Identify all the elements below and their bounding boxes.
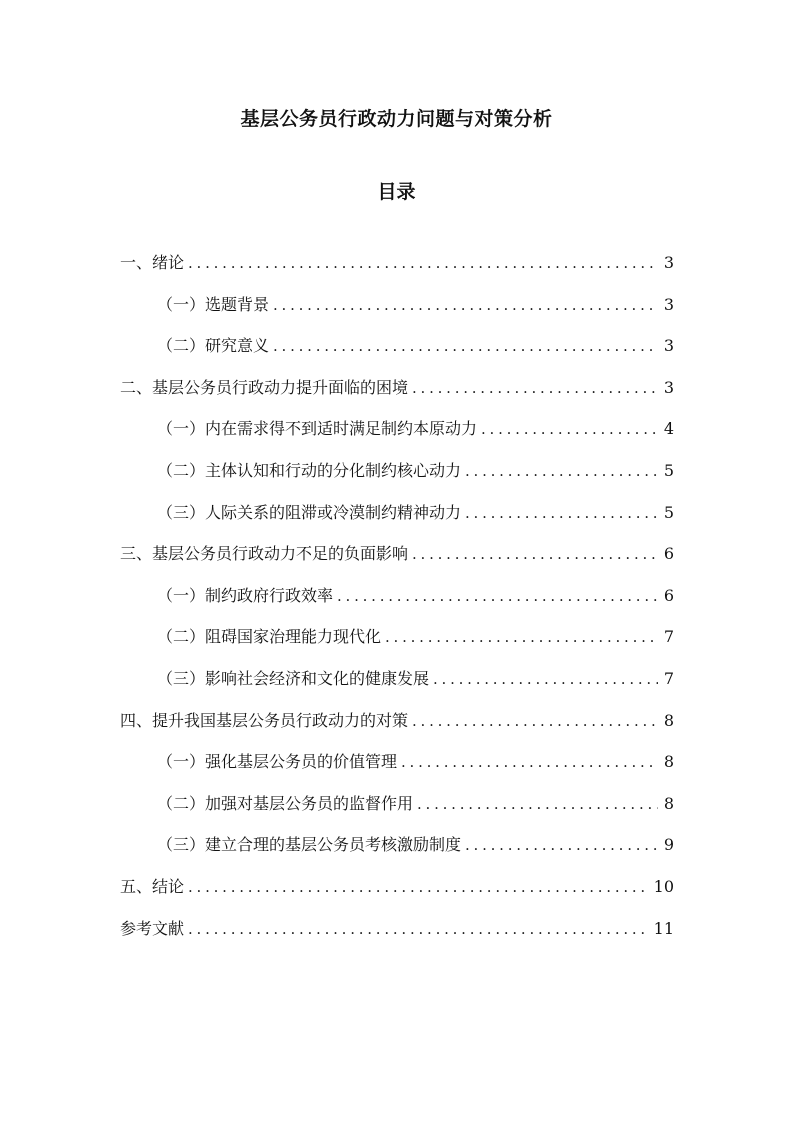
toc-entry-title: （二）研究意义	[157, 336, 270, 356]
toc-page-number: 3	[663, 294, 674, 314]
toc-page-number: 3	[663, 336, 674, 356]
toc-dot-leader	[188, 913, 650, 945]
toc-page-number: 3	[663, 253, 674, 272]
toc-entry[interactable]	[120, 663, 674, 705]
toc-dot-leader	[465, 829, 658, 861]
toc-entry-title: 一、绪论	[120, 253, 185, 272]
toc-entry[interactable]	[120, 497, 674, 539]
toc-page-number: 5	[663, 502, 674, 522]
toc-dot-leader	[385, 621, 658, 653]
toc-dot-leader	[412, 705, 658, 737]
toc-dot-leader	[433, 663, 658, 695]
toc-entry-title: （二）阻碍国家治理能力现代化	[157, 627, 382, 647]
toc-entry[interactable]	[120, 330, 674, 372]
toc-entry-title: （一）强化基层公务员的价值管理	[157, 752, 398, 772]
toc-heading: 目录	[377, 181, 416, 203]
toc-dot-leader	[465, 497, 658, 529]
toc-page-number: 8	[663, 793, 674, 813]
toc-entry[interactable]	[120, 247, 674, 289]
toc-entry-title: 五、结论	[120, 876, 185, 896]
toc-entry[interactable]	[120, 829, 674, 871]
toc-entry[interactable]	[120, 413, 674, 455]
toc-entry[interactable]	[120, 580, 674, 622]
toc-entry-title: （一）选题背景	[157, 294, 270, 314]
toc-entry[interactable]	[120, 372, 674, 414]
toc-dot-leader	[188, 871, 650, 903]
toc-entry-title: 参考文献	[120, 918, 185, 938]
toc-entry-title: 三、基层公务员行政动力不足的负面影响	[120, 544, 409, 564]
toc-entry[interactable]	[120, 788, 674, 830]
toc-dot-leader	[465, 455, 658, 487]
toc-entry-title: （二）加强对基层公务员的监督作用	[157, 793, 414, 813]
toc-dot-leader	[273, 330, 658, 362]
toc-entry-title: （三）人际关系的阻滞或冷漠制约精神动力	[157, 502, 462, 522]
toc-dot-leader	[273, 289, 658, 321]
toc-entry[interactable]	[120, 538, 674, 580]
toc-dot-leader	[401, 746, 658, 778]
toc-dot-leader	[188, 247, 658, 279]
toc-page-number: 10	[653, 876, 674, 896]
toc-page-number: 6	[663, 544, 674, 564]
toc-entry-title: 二、基层公务员行政动力提升面临的困境	[120, 377, 409, 397]
toc-entry[interactable]	[120, 746, 674, 788]
toc-page-number: 4	[663, 419, 674, 439]
toc-entry-title: （二）主体认知和行动的分化制约核心动力	[157, 460, 462, 480]
toc-entry-title: （一）制约政府行政效率	[157, 585, 334, 605]
toc-page-number: 6	[663, 585, 674, 605]
toc-page-number: 7	[663, 668, 674, 688]
toc-entry[interactable]	[120, 871, 674, 913]
toc-entry[interactable]	[120, 705, 674, 747]
document-title: 基层公务员行政动力问题与对策分析	[240, 108, 553, 130]
toc-dot-leader	[481, 413, 658, 445]
toc-page-number: 5	[663, 460, 674, 480]
toc-entry[interactable]	[120, 289, 674, 331]
toc-dot-leader	[417, 788, 658, 820]
toc-entry[interactable]	[120, 913, 674, 955]
toc-entry-title: （三）建立合理的基层公务员考核激励制度	[157, 835, 462, 855]
toc-page-number: 8	[663, 752, 674, 772]
toc-entry-title: （一）内在需求得不到适时满足制约本原动力	[157, 419, 478, 439]
table-of-contents	[120, 247, 674, 954]
toc-page-number: 3	[663, 377, 674, 397]
toc-dot-leader	[337, 580, 658, 612]
toc-page-number: 9	[663, 835, 674, 855]
toc-entry-title: （三）影响社会经济和文化的健康发展	[157, 668, 430, 688]
toc-dot-leader	[412, 538, 658, 570]
toc-page-number: 7	[663, 627, 674, 647]
toc-entry-title: 四、提升我国基层公务员行政动力的对策	[120, 710, 409, 730]
toc-entry[interactable]	[120, 621, 674, 663]
toc-entry[interactable]	[120, 455, 674, 497]
toc-page-number: 11	[653, 918, 674, 938]
toc-dot-leader	[412, 372, 658, 404]
toc-page-number: 8	[663, 710, 674, 730]
